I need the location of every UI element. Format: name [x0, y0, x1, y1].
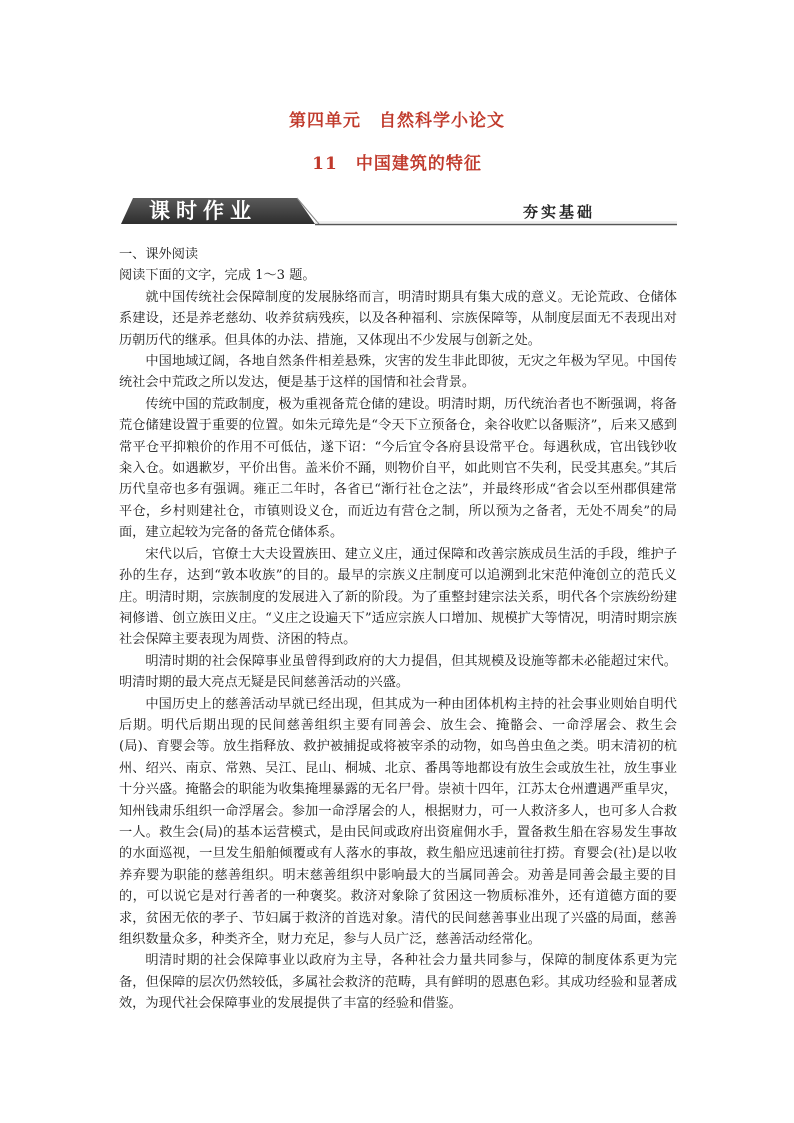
paragraph: 明清时期的社会保障事业虽曾得到政府的大力提倡，但其规模及设施等都未必能超过宋代。明清时期的最大亮点无疑是民间慈善活动的兴盛。: [119, 653, 677, 691]
paragraph: 中国地域辽阔，各地自然条件相差悬殊，灾害的发生非此即彼，无灾之年极为罕见。中国传统社会中荒政之所以发达，便是基于这样的国情和社会背景。: [119, 354, 677, 391]
section-instruction: 阅读下面的文字，完成 1～3 题。: [119, 268, 316, 284]
homework-banner: [119, 196, 677, 226]
banner-label-foundation: 夯实基础: [522, 203, 595, 221]
paragraph: 传统中国的荒政制度，极为重视备荒仓储的建设。明清时期，历代统治者也不断强调，将备荒仓储建设置于重要的位置。如朱元璋先是“令天下立预备仓，籴谷收贮以备赈济”，后来又感到常平仓平抑粮价的作用不可低估，遂下诏：“今后宜令各府县设常平仓。每遇秋成，官出钱钞收籴入仓。如遇歉岁，平价出售。盖米价不踊，则物价自平，如此则官不失利，民受其惠矣。”其后历代皇帝也多有强调。雍正二年时，各省已“渐行社仓之法”，并最终形成“省会以至州郡俱建常平仓，乡村则建社仓，市镇则设义仓，而近边有营仓之制，所以预为之备者，无处不周矣”的局面，建立起较为完备的备荒仓储体系。: [119, 396, 677, 541]
banner-label-homework: 课时作业: [149, 199, 257, 223]
reading-content: [119, 244, 677, 1015]
section-heading: 一、课外阅读: [119, 247, 199, 262]
lesson-title: 11 中国建筑的特征: [312, 154, 482, 174]
paragraph: 宋代以后，官僚士大夫设置族田、建立义庄，通过保障和改善宗族成员生活的手段，维护子孙的生存，达到“敦本收族”的目的。最早的宗族义庄制度可以追溯到北宋范仲淹创立的范氏义庄。明清时期，宗族制度的发展进入了新的阶段。为了重整封建宗法关系，明代各个宗族纷纷建祠修谱、创立族田义庄。“义庄之设遍天下”适应宗族人口增加、规模扩大等情况，明清时期宗族社会保障主要表现为周赀、济困的特点。: [119, 546, 677, 648]
paragraph: 中国历史上的慈善活动早就已经出现，但其成为一种由团体机构主持的社会事业则始自明代后期。明代后期出现的民间慈善组织主要有同善会、放生会、掩骼会、一命浮屠会、救生会(局)、育婴会等。放生指释放、救护被捕捉或将被宰杀的动物，如鸟兽虫鱼之类。明末清初的杭州、绍兴、南京、常熟、吴江、昆山、桐城、北京、番禺等地都设有放生会或放生社，放生事业十分兴盛。掩骼会的职能为收集掩埋暴露的无名尸骨。崇祯十四年，江苏太仓州遭遇严重旱灾，知州钱肃乐组织一命浮屠会。参加一命浮屠会的人，根据财力，可一人救济多人，也可多人合救一人。救生会(局)的基本运营模式，是由民间或政府出资雇佣水手，置备救生船在容易发生事故的水面巡视，一旦发生船舶倾覆或有人落水的事故，救生船应迅速前往打捞。育婴会(社)是以收养弃婴为职能的慈善组织。明末慈善组织中影响最大的当属同善会。劝善是同善会最主要的目的，可以说它是对行善者的一种褒奖。救济对象除了贫困这一物质标准外，还有道德方面的要求，贫困无依的孝子、节妇属于救济的首选对象。清代的民间慈善事业出现了兴盛的局面，慈善组织数量众多，种类齐全，财力充足，参与人员广泛，慈善活动经常化。: [119, 696, 677, 947]
paragraph: 明清时期的社会保障事业以政府为主导，各种社会力量共同参与，保障的制度体系更为完备，但保障的层次仍然较低，多属社会救济的范畴，具有鲜明的恩惠色彩。其成功经验和显著成效，为现代社会保障事业的发展提供了丰富的经验和借鉴。: [119, 953, 677, 1012]
paragraph: 就中国传统社会保障制度的发展脉络而言，明清时期具有集大成的意义。无论荒政、仓储体系建设，还是养老慈幼、收养贫病残疾，以及各种福利、宗族保障等，从制度层面无不表现出对历朝历代的继承。但具体的办法、措施，又体现出不少发展与创新之处。: [119, 289, 677, 348]
unit-title: 第四单元 自然科学小论文: [289, 111, 505, 131]
